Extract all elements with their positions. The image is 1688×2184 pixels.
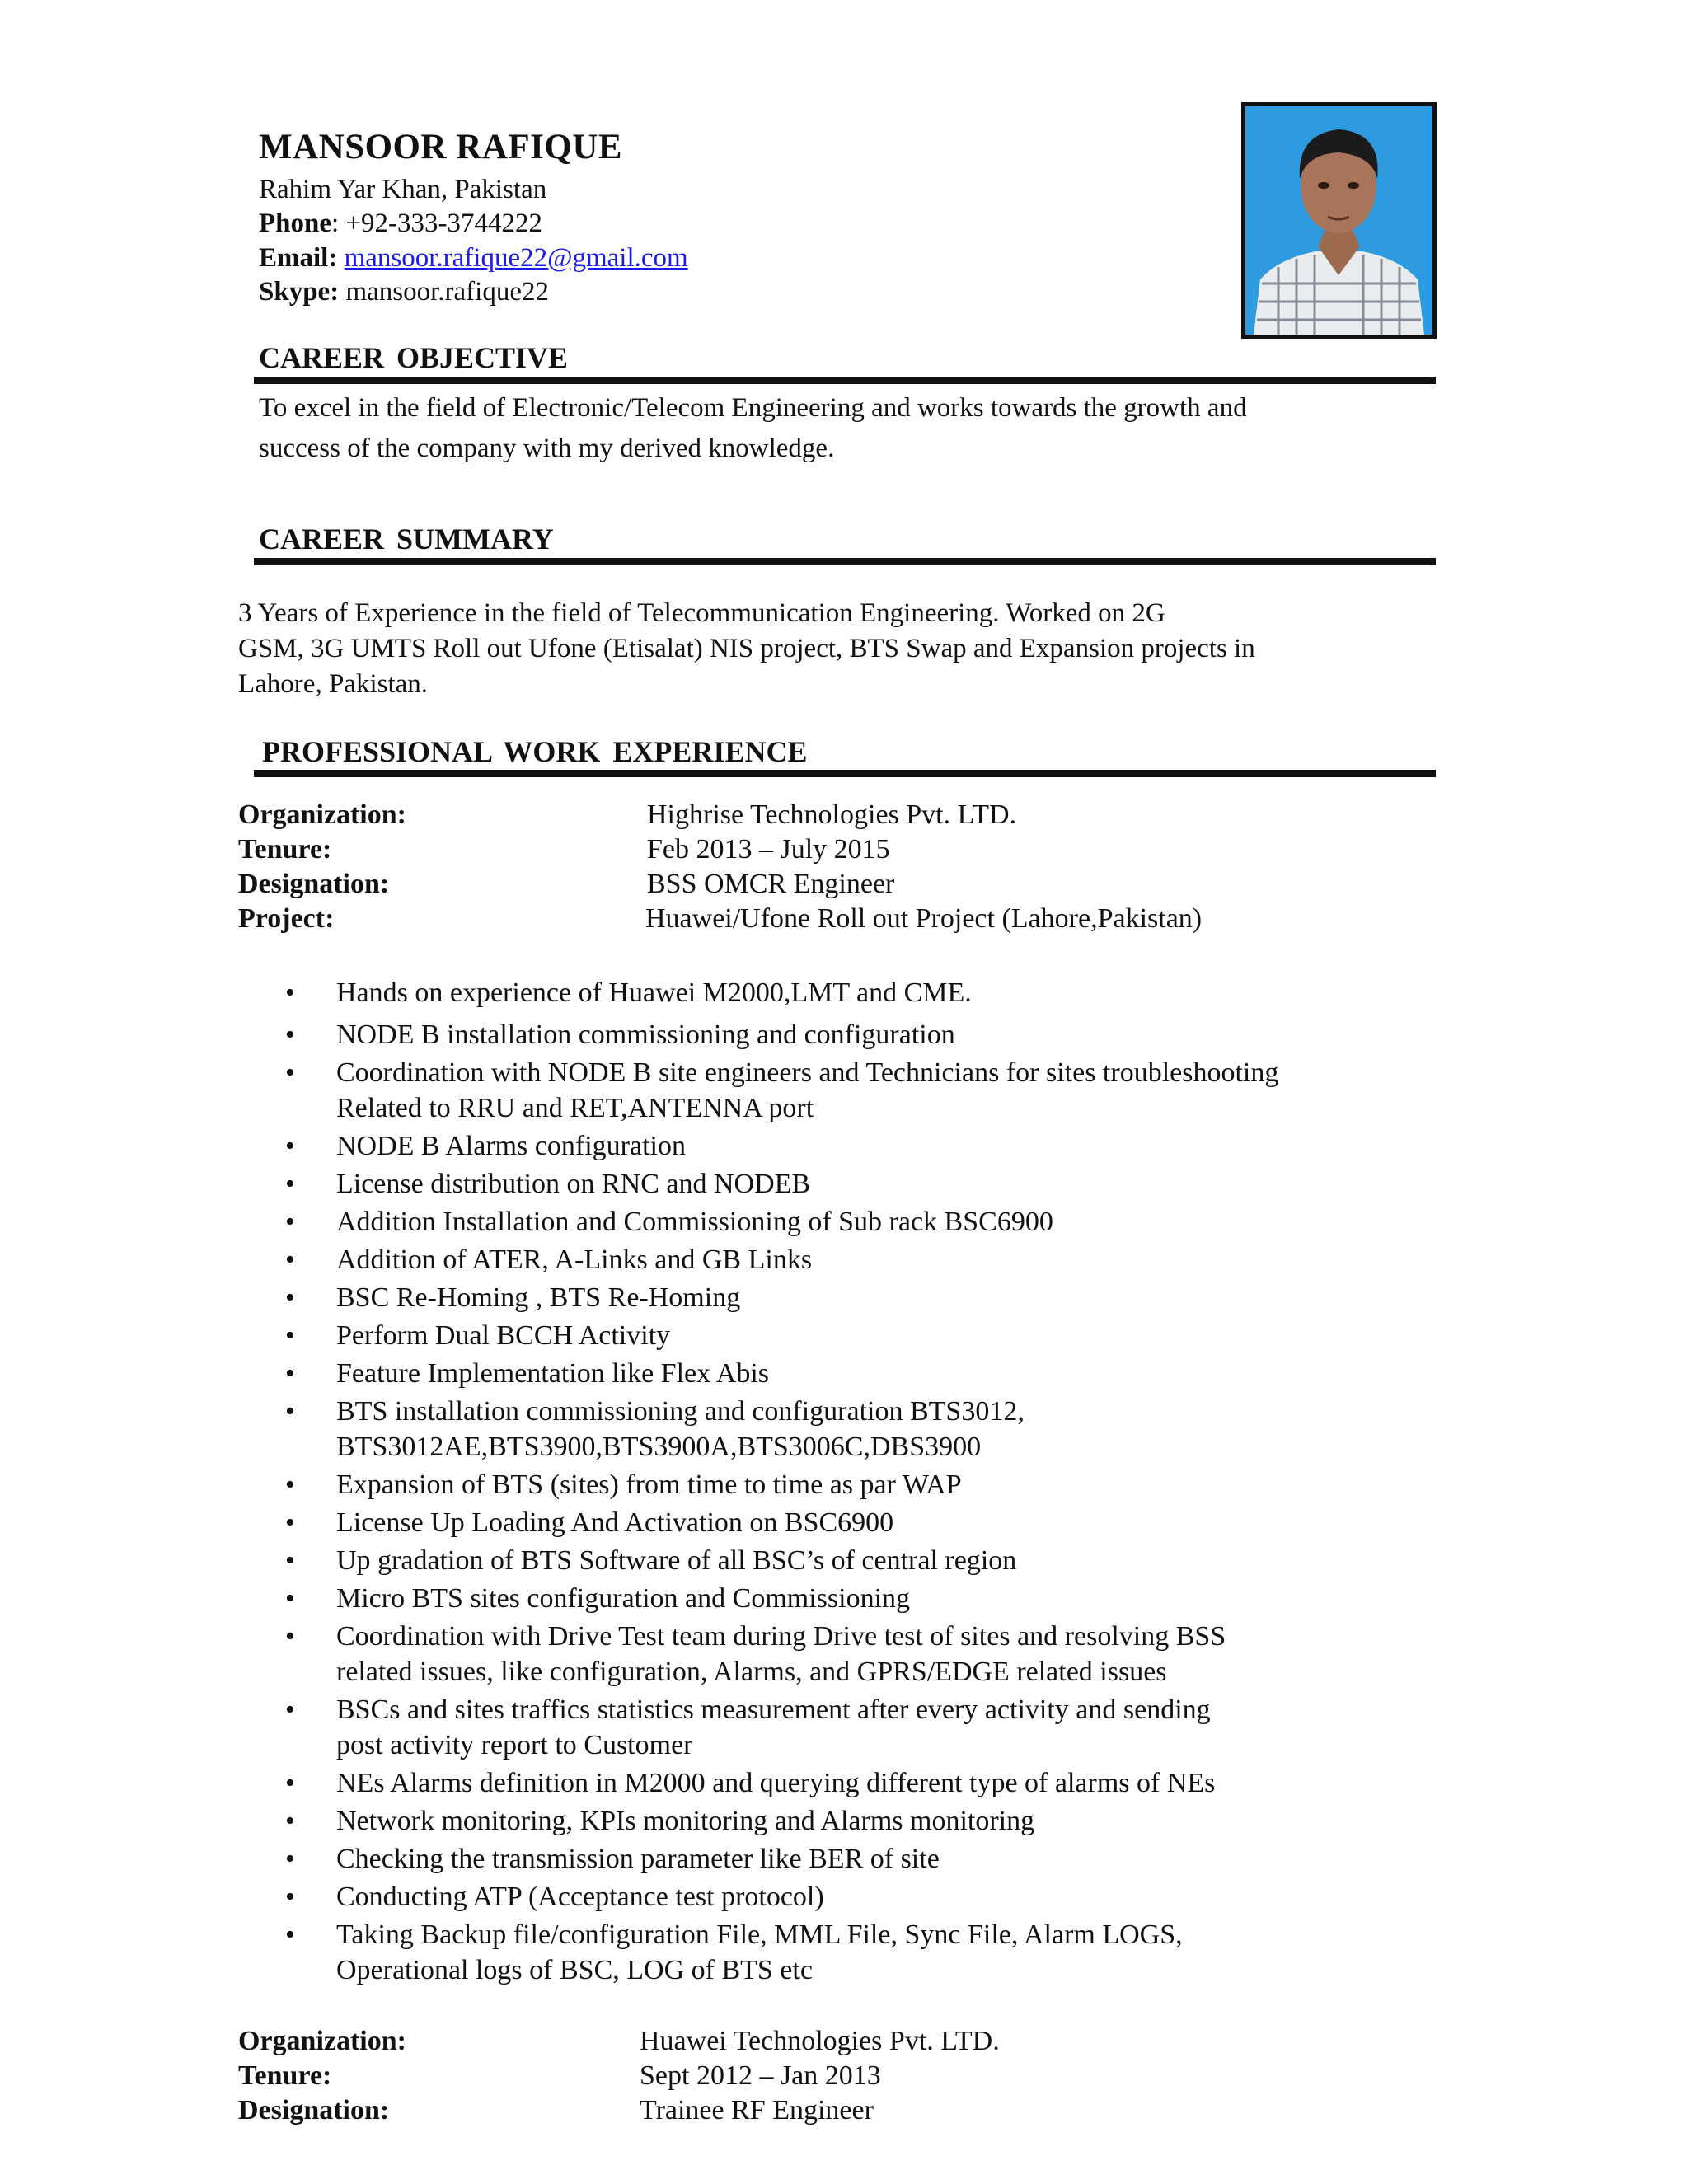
email-line xyxy=(259,241,688,274)
bullet-icon: • xyxy=(285,1694,295,1725)
section-divider xyxy=(254,770,1436,777)
phone-label: Phone xyxy=(259,209,332,238)
bullet-icon: • xyxy=(285,1057,295,1088)
bullet-icon: • xyxy=(285,1169,295,1199)
bullet-icon: • xyxy=(285,1583,295,1614)
list-item: • Coordination with NODE B site engineers and Technicians for sites troubleshooting xyxy=(336,1055,1278,1090)
designation-value: BSS OMCR Engineer xyxy=(647,869,895,899)
list-item: • Addition of ATER, A-Links and GB Links xyxy=(336,1242,812,1277)
list-item: • Micro BTS sites configuration and Commissioning xyxy=(336,1581,910,1616)
list-item: • BTS installation commissioning and configuration BTS3012, xyxy=(336,1394,1025,1429)
organization-label: Organization: xyxy=(238,799,406,830)
candidate-name: MANSOOR RAFIQUE xyxy=(259,128,623,166)
bullet-icon: • xyxy=(285,1396,295,1427)
list-item: • Perform Dual BCCH Activity xyxy=(336,1318,670,1353)
section-divider xyxy=(254,558,1436,565)
designation-value: Trainee RF Engineer xyxy=(640,2095,874,2125)
tenure-value: Sept 2012 – Jan 2013 xyxy=(640,2060,881,2091)
list-item-continuation: BTS3012AE,BTS3900,BTS3900A,BTS3006C,DBS3900 xyxy=(336,1432,982,1462)
bullet-icon: • xyxy=(285,1621,295,1652)
list-item: • Checking the transmission parameter like BER of site xyxy=(336,1841,940,1877)
bullet-icon: • xyxy=(285,977,295,1008)
bullet-icon: • xyxy=(285,1844,295,1874)
organization-value: Huawei Technologies Pvt. LTD. xyxy=(640,2026,1000,2056)
bullet-icon: • xyxy=(285,1507,295,1538)
list-item: • Up gradation of BTS Software of all BSC’s of central region xyxy=(336,1543,1016,1578)
skype-label: Skype: xyxy=(259,277,340,307)
summary-text xyxy=(238,596,1255,702)
list-item: • Coordination with Drive Test team during Drive test of sites and resolving BSS xyxy=(336,1619,1226,1654)
list-item: • Taking Backup file/configuration File, MML File, Sync File, Alarm LOGS, xyxy=(336,1917,1183,1952)
objective-text xyxy=(259,388,1247,469)
bullet-icon: • xyxy=(285,1282,295,1313)
list-item: • Hands on experience of Huawei M2000,LMT and CME. xyxy=(336,975,972,1010)
list-item: • License Up Loading And Activation on BSC6900 xyxy=(336,1505,893,1540)
career-summary-heading: CAREER SUMMARY xyxy=(259,523,554,555)
summary-line: 3 Years of Experience in the field of Telecommunication Engineering. Worked on 2G xyxy=(238,598,1165,628)
organization-label: Organization: xyxy=(238,2026,406,2056)
tenure-label: Tenure: xyxy=(238,834,332,865)
list-item: • NODE B installation commissioning and configuration xyxy=(336,1017,955,1052)
list-item-continuation: related issues, like configuration, Alarms, and GPRS/EDGE related issues xyxy=(336,1657,1167,1687)
bullet-icon: • xyxy=(285,1320,295,1351)
phone-value: : +92-333-3744222 xyxy=(331,209,543,238)
tenure-value: Feb 2013 – July 2015 xyxy=(647,834,890,865)
list-item: • Network monitoring, KPIs monitoring and Alarms monitoring xyxy=(336,1803,1034,1839)
objective-line: success of the company with my derived knowledge. xyxy=(259,434,835,463)
designation-label: Designation: xyxy=(238,869,390,899)
list-item: • Feature Implementation like Flex Abis xyxy=(336,1356,769,1391)
tenure-label: Tenure: xyxy=(238,2060,332,2091)
list-item: • BSCs and sites traffics statistics measurement after every activity and sending xyxy=(336,1692,1211,1727)
bullet-icon: • xyxy=(285,1019,295,1050)
skype-value: mansoor.rafique22 xyxy=(339,277,549,307)
email-label: Email: xyxy=(259,243,338,273)
list-item: • License distribution on RNC and NODEB xyxy=(336,1166,810,1202)
bullet-icon: • xyxy=(285,1919,295,1950)
project-value: Huawei/Ufone Roll out Project (Lahore,Pakistan) xyxy=(645,903,1203,934)
career-objective-heading: CAREER OBJECTIVE xyxy=(259,341,569,374)
bullet-icon: • xyxy=(285,1207,295,1237)
project-label: Project: xyxy=(238,903,335,934)
bullet-icon: • xyxy=(285,1545,295,1576)
phone-line xyxy=(259,207,542,240)
list-item-continuation: post activity report to Customer xyxy=(336,1730,693,1760)
list-item: • Expansion of BTS (sites) from time to time as par WAP xyxy=(336,1467,962,1502)
email-link[interactable]: mansoor.rafique22@gmail.com xyxy=(344,243,688,273)
list-item: • Conducting ATP (Acceptance test protocol) xyxy=(336,1879,824,1915)
list-item: • BSC Re-Homing , BTS Re-Homing xyxy=(336,1280,740,1315)
profile-photo xyxy=(1241,102,1437,339)
skype-line xyxy=(259,275,549,308)
summary-line: GSM, 3G UMTS Roll out Ufone (Etisalat) NIS project, BTS Swap and Expansion projects in xyxy=(238,634,1255,663)
summary-line: Lahore, Pakistan. xyxy=(238,669,429,699)
bullet-icon: • xyxy=(285,1469,295,1500)
organization-value: Highrise Technologies Pvt. LTD. xyxy=(647,799,1017,830)
list-item: • Addition Installation and Commissioning of Sub rack BSC6900 xyxy=(336,1204,1053,1240)
bullet-icon: • xyxy=(285,1806,295,1836)
section-divider xyxy=(254,377,1436,384)
list-item: • NEs Alarms definition in M2000 and querying different type of alarms of NEs xyxy=(336,1765,1215,1801)
objective-line: To excel in the field of Electronic/Telecom Engineering and works towards the growth and xyxy=(259,393,1247,423)
bullet-icon: • xyxy=(285,1131,295,1161)
designation-label: Designation: xyxy=(238,2095,390,2125)
bullet-icon: • xyxy=(285,1244,295,1275)
work-experience-heading: PROFESSIONAL WORK EXPERIENCE xyxy=(262,735,808,768)
location: Rahim Yar Khan, Pakistan xyxy=(259,175,547,204)
list-item-continuation: Related to RRU and RET,ANTENNA port xyxy=(336,1093,814,1123)
bullet-icon: • xyxy=(285,1358,295,1389)
list-item-continuation: Operational logs of BSC, LOG of BTS etc xyxy=(336,1955,813,1985)
bullet-icon: • xyxy=(285,1882,295,1912)
bullet-icon: • xyxy=(285,1768,295,1798)
person-portrait-icon xyxy=(1245,106,1432,335)
list-item: • NODE B Alarms configuration xyxy=(336,1128,686,1164)
